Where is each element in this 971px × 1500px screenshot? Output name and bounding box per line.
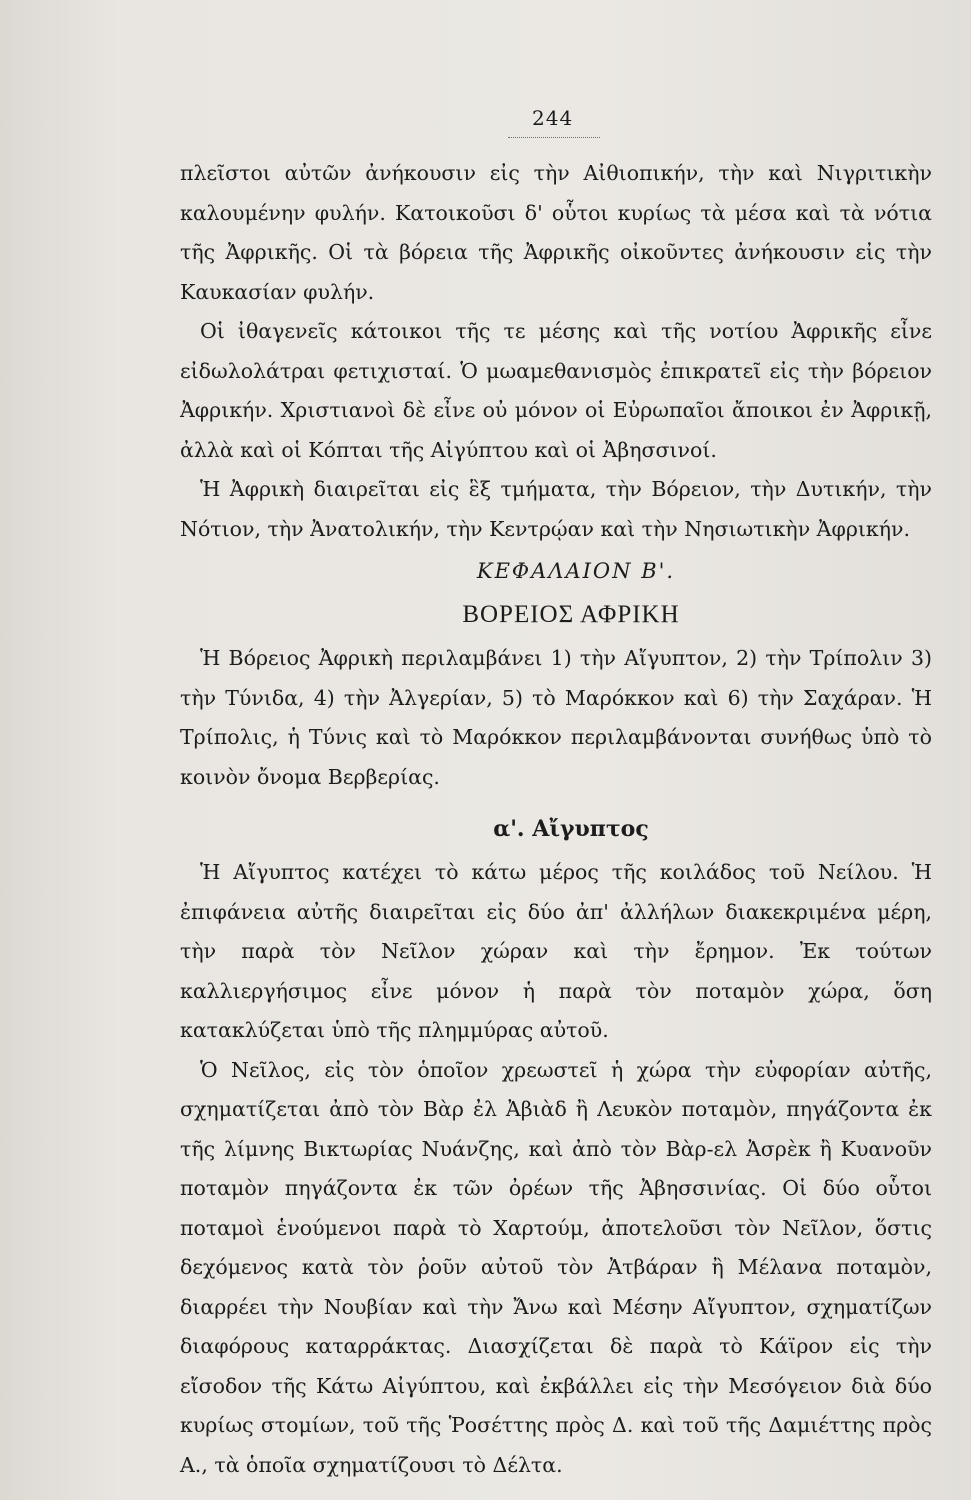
subsection-heading: α'. Αἴγυπτος: [493, 816, 649, 842]
paragraph-north-africa: Ἡ Βόρειος Ἀφρικὴ περιλαμβάνει 1) τὴν Αἴγυπτον, 2) τὴν Τρίπολιν 3) τὴν Τύνιδα, 4) τὴν Ἀλγερίαν, 5) τὸ Μαρόκκον καὶ 6) τὴν Σαχάραν. Ἡ Τρίπολις, ἡ Τύνις καὶ τὸ Μαρόκκον περιλαμβάνονται συνήθως ὑπὸ τὸ κοινὸν ὄνομα Βερβερίας.: [180, 646, 932, 789]
paragraph-religion: Οἱ ἰθαγενεῖς κάτοικοι τῆς τε μέσης καὶ τῆς νοτίου Ἀφρικῆς εἶνε εἰδωλολάτραι φετιχισταί. Ὁ μωαμεθανισμὸς ἐπικρατεῖ εἰς τὴν βόρειον Ἀφρικήν. Χριστιανοὶ δὲ εἶνε οὐ μόνον οἱ Εὐρωπαῖοι ἄποικοι ἐν Ἀφρικῇ, ἀλλὰ καὶ οἱ Κόπται τῆς Αἰγύπτου καὶ οἱ Ἀβησσινοί.: [180, 319, 932, 462]
paragraph-nile: Ὁ Νεῖλος, εἰς τὸν ὁποῖον χρεωστεῖ ἡ χώρα τὴν εὐφορίαν αὐτῆς, σχηματίζεται ἀπὸ τὸν Βὰρ ἐλ Ἀβιὰδ ἢ Λευκὸν ποταμὸν, πηγάζοντα ἐκ τῆς λίμνης Βικτωρίας Νυάνζης, καὶ ἀπὸ τὸν Βὰρ-ελ Ἀσρὲκ ἢ Κυανοῦν ποταμὸν πηγάζοντα ἐκ τῶν ὀρέων τῆς Ἀβησσινίας. Οἱ δύο οὗτοι ποταμοὶ ἑνούμενοι παρὰ τὸ Χαρτούμ, ἀποτελοῦσι τὸν Νεῖλον, ὅστις δεχόμενος κατὰ τὸν ῥοῦν αὐτοῦ τὸν Ἀτβάραν ἢ Μέλανα ποταμὸν, διαρρέει τὴν Νουβίαν καὶ τὴν Ἄνω καὶ Μέσην Αἴγυπτον, σχηματίζων διαφόρους καταρράκτας. Διασχίζεται δὲ παρὰ τὸ Κάϊρον εἰς τὴν εἴσοδον τῆς Κάτω Αἰγύπτου, καὶ ἐκβάλλει εἰς τὴν Μεσόγειον διὰ δύο κυρίως στομίων, τοῦ τῆς Ῥοσέττης πρὸς Δ. καὶ τοῦ τῆς Δαμιέττης πρὸς Α., τὰ ὁποῖα σχηματίζουσι τὸ Δέλτα.: [180, 1057, 932, 1477]
paragraph-egypt: Ἡ Αἴγυπτος κατέχει τὸ κάτω μέρος τῆς κοιλάδος τοῦ Νείλου. Ἡ ἐπιφάνεια αὐτῆς διαιρεῖται εἰς δύο ἀπ' ἀλλήλων διακεκριμένα μέρη, τὴν παρὰ τὸν Νεῖλον χώραν καὶ τὴν ἔρημον. Ἐκ τούτων καλλιεργήσιμος εἶνε μόνον ἡ παρὰ τὸν ποταμὸν χώρα, ὅση κατακλύζεται ὑπὸ τῆς πλημμύρας αὐτοῦ.: [180, 860, 932, 1042]
chapter-heading: ΚΕΦΑΛΑΙΟΝ Β'.: [476, 559, 676, 583]
page-number: 244: [532, 106, 574, 130]
section-heading: ΒΟΡΕΙΟΣ ΑΦΡΙΚΗ: [462, 601, 680, 628]
body-text: [180, 154, 932, 1485]
page-number-rule: [508, 137, 600, 138]
paragraph-divisions: Ἡ Ἀφρικὴ διαιρεῖται εἰς ἓξ τμήματα, τὴν Βόρειον, τὴν Δυτικήν, τὴν Νότιον, τὴν Ἀνατολικήν, τὴν Κεντρῴαν καὶ τὴν Νησιωτικὴν Ἀφρικήν.: [180, 477, 932, 541]
paragraph-tribes: πλεῖστοι αὐτῶν ἀνήκουσιν εἰς τὴν Αἰθιοπικήν, τὴν καὶ Νιγριτικὴν καλουμένην φυλήν. Κατοικοῦσι δ' οὗτοι κυρίως τὰ μέσα καὶ τὰ νότια τῆς Ἀφρικῆς. Οἱ τὰ βόρεια τῆς Ἀφρικῆς οἰκοῦντες ἀνήκουσιν εἰς τὴν Καυκασίαν φυλήν.: [180, 161, 932, 304]
